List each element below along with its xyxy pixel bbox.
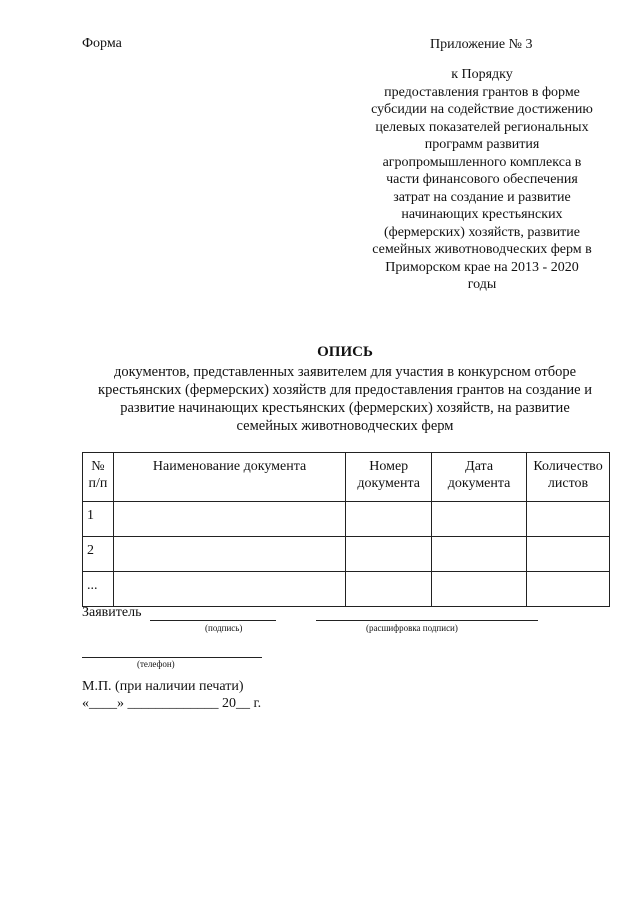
document-title: ОПИСЬ [317, 344, 373, 360]
appendix-line: программ развития [424, 137, 540, 152]
appendix-line: к Порядку [451, 67, 513, 82]
header-sheet-count: Количество листов [527, 453, 610, 502]
phone-caption: (телефон) [137, 659, 175, 669]
appendix-line: субсидии на содействие достижению [371, 102, 593, 117]
table-header-row [83, 453, 610, 502]
cell-number: 2 [83, 537, 114, 572]
signature-decode-line [316, 620, 538, 621]
appendix-line: предоставления грантов в форме [384, 84, 580, 100]
cell-sheet-count [527, 572, 610, 607]
cell-document-name [113, 537, 345, 572]
signature-decode-caption: (расшифровка подписи) [366, 623, 458, 633]
signature-line [150, 620, 276, 621]
appendix-line: годы [467, 277, 497, 292]
applicant-label: Заявитель [82, 605, 142, 620]
form-label: Форма [82, 36, 122, 51]
subtitle-line: развитие начинающих крестьянских (фермерских) хозяйств, на развитие [120, 400, 570, 416]
date-line: «____» _____________ 20__ г. [82, 696, 262, 711]
cell-document-number [346, 502, 432, 537]
appendix-number: Приложение № 3 [430, 37, 533, 52]
phone-line [82, 657, 262, 658]
header-number: № п/п [83, 453, 114, 502]
cell-document-date [432, 572, 527, 607]
appendix-line: Приморском крае на 2013 - 2020 [385, 259, 579, 275]
stamp-note: М.П. (при наличии печати) [82, 679, 244, 694]
signature-caption: (подпись) [205, 623, 243, 633]
cell-document-number [346, 572, 432, 607]
header-document-name: Наименование документа [113, 453, 345, 502]
header-document-date: Дата документа [432, 453, 527, 502]
subtitle-line: семейных животноводческих ферм [236, 418, 454, 434]
document-subtitle [80, 363, 610, 435]
cell-document-name [113, 502, 345, 537]
appendix-reference [352, 66, 612, 294]
cell-document-date [432, 537, 527, 572]
appendix-line: семейных животноводческих ферм в [372, 242, 592, 257]
subtitle-line: документов, представленных заявителем для участия в конкурсном отборе [113, 364, 577, 380]
appendix-line: (фермерских) хозяйств, развитие [383, 224, 581, 240]
appendix-line: начинающих крестьянских [401, 207, 563, 222]
cell-document-date [432, 502, 527, 537]
cell-sheet-count [527, 537, 610, 572]
appendix-line: агропромышленного комплекса в [382, 154, 582, 170]
appendix-line: затрат на создание и развитие [393, 189, 571, 205]
header-document-number: Номер документа [346, 453, 432, 502]
appendix-line: целевых показателей региональных [375, 119, 589, 135]
table-row [83, 502, 610, 537]
cell-sheet-count [527, 502, 610, 537]
documents-table [82, 452, 610, 607]
cell-number: ... [83, 572, 114, 607]
table-row [83, 537, 610, 572]
table-row [83, 572, 610, 607]
cell-number: 1 [83, 502, 114, 537]
cell-document-name [113, 572, 345, 607]
cell-document-number [346, 537, 432, 572]
appendix-line: части финансового обеспечения [386, 172, 578, 187]
subtitle-line: крестьянских (фермерских) хозяйств для предоставления грантов на создание и [98, 382, 592, 398]
